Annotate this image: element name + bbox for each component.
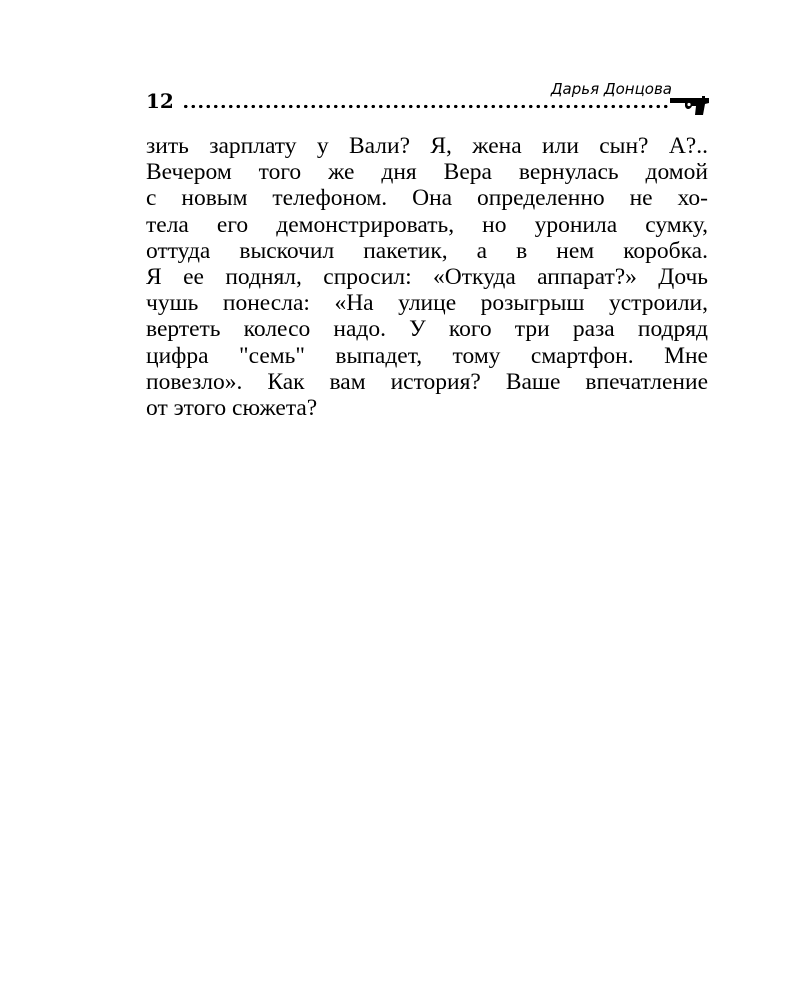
text-line: с новым телефоном. Она определенно не хо- — [146, 185, 708, 212]
page-number: 12 — [146, 89, 174, 113]
text-line: цифра "семь" выпадет, тому смартфон. Мне — [146, 342, 708, 369]
text-line: зить зарплату у Вали? Я, жена или сын? А?.. — [146, 133, 708, 159]
text-line: оттуда выскочил пакетик, а в нем коробка. — [146, 237, 708, 264]
text-line: повезло». Как вам история? Ваше впечатление — [146, 368, 708, 395]
pistol-icon — [668, 94, 710, 116]
text-line: от этого сюжета? — [146, 395, 318, 422]
text-line: тела его демонстрировать, но уронила сумку, — [146, 211, 708, 238]
text-line: Вечером того же дня Вера вернулась домой — [146, 159, 708, 186]
header-dotted-leader — [182, 104, 670, 109]
body-text — [146, 133, 708, 421]
page-header — [146, 80, 710, 120]
text-line: Я ее поднял, спросил: «Откуда аппарат?» Дочь — [146, 264, 708, 291]
text-line: вертеть колесо надо. У кого три раза подряд — [146, 316, 708, 343]
header-author: Дарья Донцова — [550, 80, 672, 98]
text-line: чушь понесла: «На улице розыгрыш устроили, — [146, 290, 708, 317]
